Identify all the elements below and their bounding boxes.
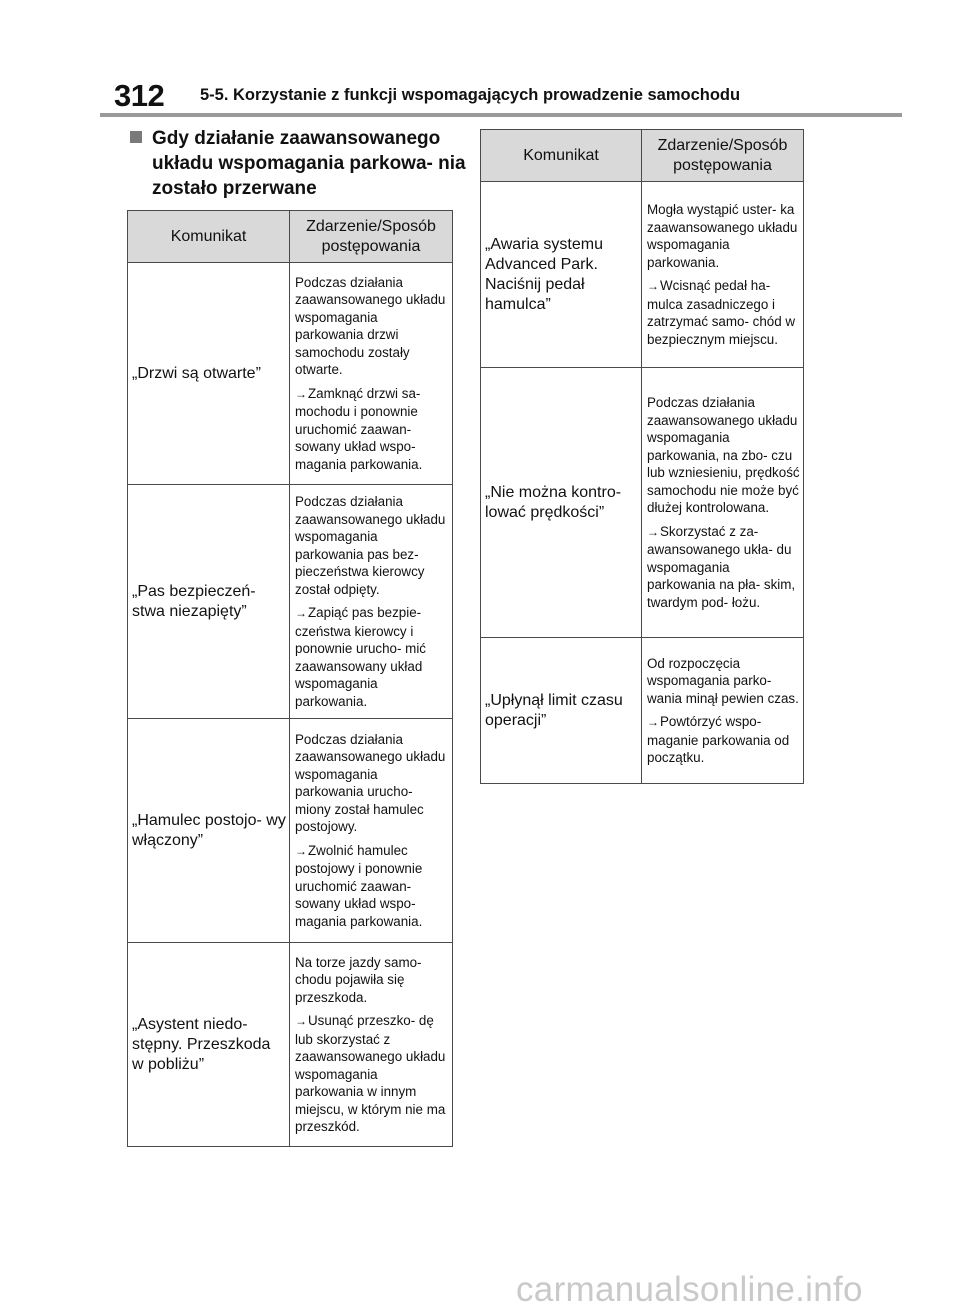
action-text: →Zapiąć pas bezpie- czeństwa kierowcy i ponownie urucho- mić zaawansowany układ wspomagania parkowania.: [295, 605, 426, 709]
event-cell: [642, 638, 804, 784]
event-cell: [642, 368, 804, 638]
event-cell: [290, 263, 453, 485]
message-cell: „Nie można kontro- lować prędkości”: [481, 368, 642, 638]
table-header-row: [481, 130, 804, 182]
event-text: Mogła wystąpić uster- ka zaawansowanego układu wspomagania parkowania.: [647, 202, 798, 270]
page-number: 312: [114, 78, 165, 113]
action-text: →Zamknąć drzwi sa- mochodu i ponownie uruchomić zaawan- sowany układ wspo- magania parkowania.: [295, 385, 423, 472]
table-row: [128, 263, 453, 485]
event-cell: [642, 182, 804, 368]
column-header-event: Zdarzenie/Sposób postępowania: [290, 211, 453, 263]
message-cell: „Hamulec postojo- wy włączony”: [128, 719, 290, 943]
event-text: Podczas działania zaawansowanego układu wspomagania parkowania, na zbo- czu lub wzniesieniu, prędkość samochodu nie może być dłużej kontrolowana.: [647, 395, 800, 515]
section-title: Gdy działanie zaawansowanego układu wspomagania parkowa- nia zostało przerwane: [152, 128, 466, 199]
event-text: Od rozpoczęcia wspomagania parko- wania minął pewien czas.: [647, 655, 799, 706]
table-row: [481, 182, 804, 368]
column-header-message: Komunikat: [481, 130, 642, 182]
event-text: Na torze jazdy samo- chodu pojawiła się przeszkoda.: [295, 954, 422, 1005]
message-cell: „Pas bezpieczeń- stwa niezapięty”: [128, 485, 290, 719]
column-header-message: Komunikat: [128, 211, 290, 263]
arrow-icon: →: [647, 279, 659, 293]
message-cell: „Drzwi są otwarte”: [128, 263, 290, 485]
arrow-icon: →: [295, 843, 307, 858]
event-cell: [290, 485, 453, 719]
column-header-event: Zdarzenie/Sposób postępowania: [642, 130, 804, 182]
section-heading: [130, 126, 470, 201]
arrow-icon: →: [295, 386, 307, 401]
action-text: →Skorzystać z za- awansowanego ukła- du wspomagania parkowania na pła- skim, twardym pod- łożu.: [647, 523, 796, 610]
header-rule: [100, 113, 902, 117]
event-text: Podczas działania zaawansowanego układu wspomagania parkowania drzwi samochodu zostały otwarte.: [295, 274, 446, 378]
message-cell: „Asystent niedo- stępny. Przeszkoda w pobliżu”: [128, 943, 290, 1147]
table-row: [128, 943, 453, 1147]
arrow-icon: →: [647, 715, 659, 729]
arrow-icon: →: [295, 606, 307, 620]
arrow-icon: →: [647, 524, 659, 539]
watermark: carmanualsonline.info: [516, 1270, 863, 1309]
table-row: [128, 719, 453, 943]
action-text: →Usunąć przeszko- dę lub skorzystać z zaawansowanego układu wspomagania parkowania w innym miejscu, w którym nie ma przeszkód.: [295, 1013, 446, 1134]
action-text: →Zwolnić hamulec postojowy i ponownie uruchomić zaawan- sowany układ wspo- magania parkowania.: [295, 842, 423, 929]
square-bullet-icon: [130, 131, 142, 143]
event-cell: [290, 719, 453, 943]
table-header-row: [128, 211, 453, 263]
message-cell: „Awaria systemu Advanced Park. Naciśnij pedał hamulca”: [481, 182, 642, 368]
event-text: Podczas działania zaawansowanego układu wspomagania parkowania pas bez- pieczeństwa kierowcy został odpięty.: [295, 494, 446, 597]
action-text: →Wcisnąć pedał ha- mulca zasadniczego i zatrzymać samo- chód w bezpiecznym miejscu.: [647, 278, 796, 347]
chapter-title: 5-5. Korzystanie z funkcji wspomagających prowadzenie samochodu: [200, 86, 741, 104]
messages-table-left: [127, 210, 453, 1147]
message-cell: „Upłynął limit czasu operacji”: [481, 638, 642, 784]
page-header: [100, 78, 906, 118]
event-text: Podczas działania zaawansowanego układu wspomagania parkowania urucho- miony został hamulec postojowy.: [295, 731, 446, 835]
action-text: →Powtórzyć wspo- maganie parkowania od początku.: [647, 714, 790, 765]
table-row: [481, 368, 804, 638]
table-row: [481, 638, 804, 784]
table-row: [128, 485, 453, 719]
event-cell: [290, 943, 453, 1147]
arrow-icon: →: [295, 1014, 307, 1028]
messages-table-right: [480, 129, 804, 784]
